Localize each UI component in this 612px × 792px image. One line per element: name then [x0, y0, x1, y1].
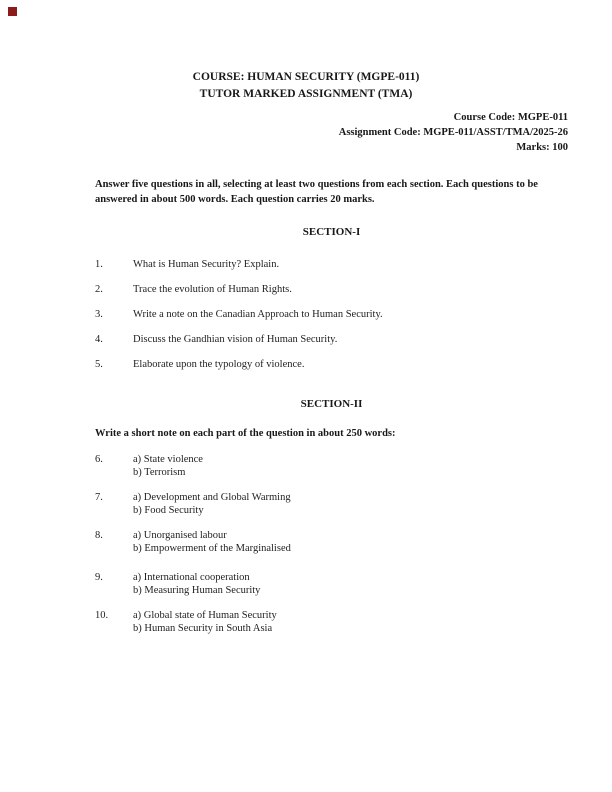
question-row	[95, 571, 291, 597]
question-row	[95, 453, 291, 479]
question-number: 1.	[95, 259, 103, 270]
section2-title: SECTION-II	[300, 398, 363, 410]
instructions-line1: Answer five questions in all, selecting at least two questions from each section. Each questions to be	[95, 179, 538, 190]
assignment-title: TUTOR MARKED ASSIGNMENT (TMA)	[199, 88, 413, 100]
question-number: 10.	[95, 610, 109, 621]
question-part-b: b) Empowerment of the Marginalised	[133, 543, 291, 554]
codes-block	[339, 110, 568, 155]
question-number: 6.	[95, 454, 103, 465]
section1-title: SECTION-I	[302, 226, 361, 238]
question-row	[95, 258, 383, 271]
question-text: Elaborate upon the typology of violence.	[133, 359, 305, 370]
question-part-b: b) Terrorism	[133, 467, 186, 478]
question-text	[133, 453, 291, 479]
question-text	[133, 491, 291, 517]
question-text	[133, 571, 291, 597]
question-text: Discuss the Gandhian vision of Human Security.	[133, 334, 338, 345]
section2-question-list	[95, 453, 291, 647]
question-text: Write a note on the Canadian Approach to Human Security.	[133, 309, 383, 320]
course-code: Course Code: MGPE-011	[453, 112, 568, 123]
question-row	[95, 333, 383, 346]
question-number: 8.	[95, 530, 103, 541]
question-number: 3.	[95, 309, 103, 320]
question-part-a: a) Development and Global Warming	[133, 492, 291, 503]
section2-note: Write a short note on each part of the question in about 250 words:	[95, 428, 396, 439]
marks: Marks: 100	[516, 142, 568, 153]
question-part-a: a) Global state of Human Security	[133, 610, 277, 621]
instructions-line2: answered in about 500 words. Each question carries 20 marks.	[95, 194, 375, 205]
question-row	[95, 283, 383, 296]
question-part-a: a) International cooperation	[133, 572, 250, 583]
question-number: 9.	[95, 572, 103, 583]
question-part-b: b) Measuring Human Security	[133, 585, 261, 596]
instructions	[95, 177, 580, 207]
question-row	[95, 308, 383, 321]
question-part-a: a) State violence	[133, 454, 203, 465]
corner-marker	[8, 7, 17, 16]
question-text	[133, 529, 291, 555]
question-part-a: a) Unorganised labour	[133, 530, 227, 541]
question-row	[95, 529, 291, 555]
section1-question-list	[95, 258, 383, 383]
question-text: Trace the evolution of Human Rights.	[133, 284, 292, 295]
document-header	[0, 69, 612, 103]
question-text: What is Human Security? Explain.	[133, 259, 280, 270]
question-row	[95, 491, 291, 517]
course-title: COURSE: HUMAN SECURITY (MGPE-011)	[192, 71, 420, 83]
question-row	[95, 609, 291, 635]
question-row	[95, 358, 383, 371]
question-part-b: b) Human Security in South Asia	[133, 623, 273, 634]
question-number: 7.	[95, 492, 103, 503]
question-text	[133, 609, 291, 635]
question-number: 4.	[95, 334, 103, 345]
question-number: 5.	[95, 359, 103, 370]
question-part-b: b) Food Security	[133, 505, 204, 516]
question-number: 2.	[95, 284, 103, 295]
assignment-code: Assignment Code: MGPE-011/ASST/TMA/2025-26	[338, 127, 568, 138]
